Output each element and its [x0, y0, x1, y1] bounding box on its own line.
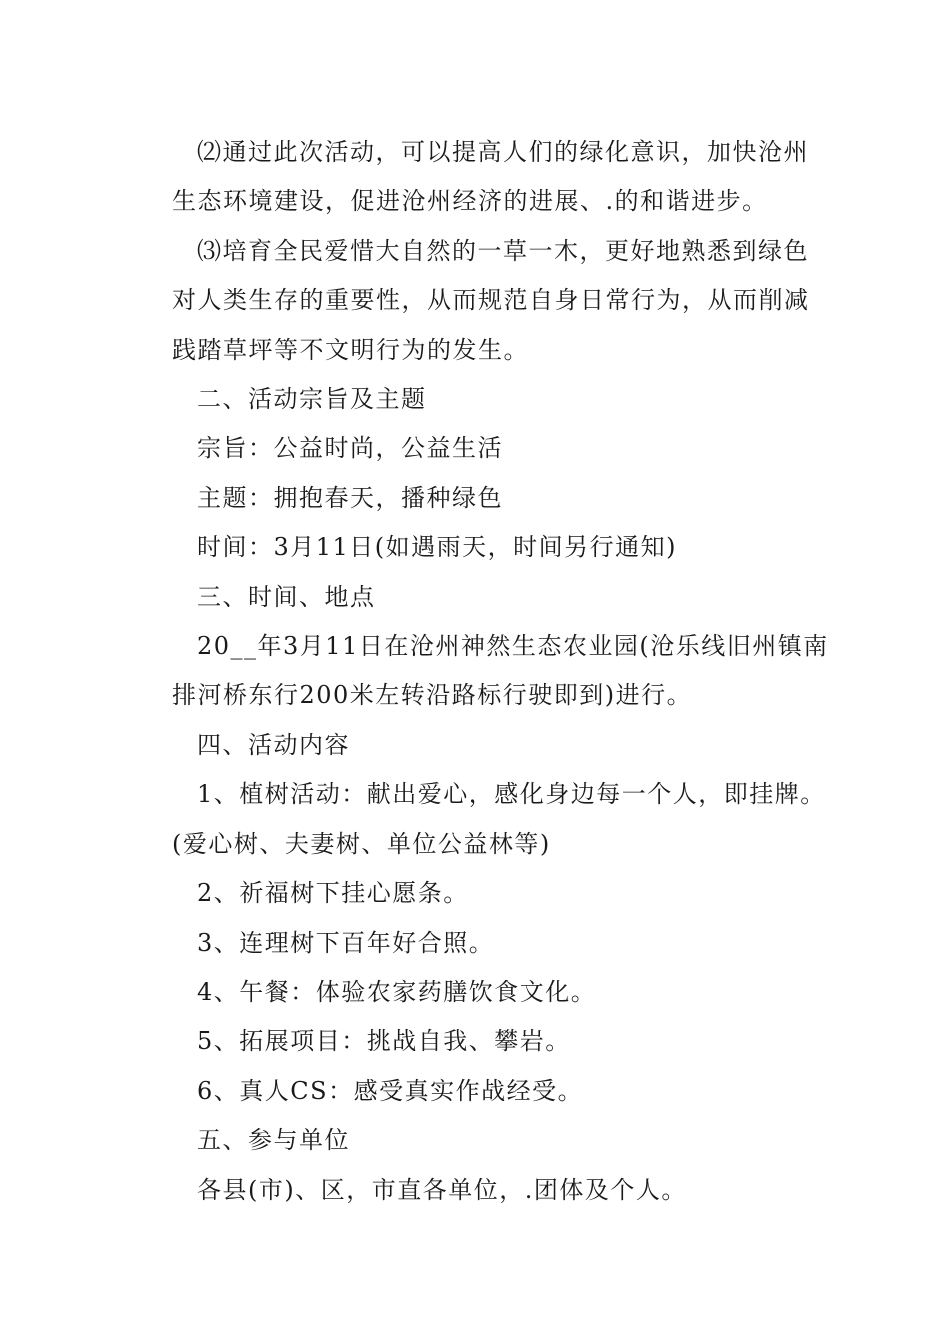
text-line: 生态环境建设，促进沧州经济的进展、.的和谐进步。	[172, 187, 768, 216]
heading-text: 三、时间、地点	[197, 582, 376, 611]
paragraph-purpose	[147, 424, 807, 473]
text-line: ⑵通过此次活动，可以提高人们的绿化意识，加快沧州	[197, 138, 809, 166]
text-line: 4、午餐：体验农家药膳饮食文化。	[197, 977, 597, 1006]
text-line: 20__年3月11日在沧州神然生态农业园(沧乐线旧州镇南	[197, 632, 829, 661]
list-item-3	[147, 919, 807, 968]
list-item-2	[147, 869, 807, 918]
text-line: 排河桥东行200米左转沿路标行驶即到)进行。	[172, 681, 693, 710]
text-line: 对人类生存的重要性，从而规范自身日常行为，从而削减	[172, 286, 810, 315]
heading-text: 四、活动内容	[197, 730, 350, 759]
text-line: 时间：3月11日(如遇雨天，时间另行通知)	[197, 533, 678, 562]
paragraph-location	[147, 622, 829, 721]
text-line: 主题：拥抱春天，播种绿色	[197, 483, 503, 512]
section-heading-3	[147, 573, 807, 622]
text-line: 3、连理树下百年好合照。	[197, 928, 495, 957]
paragraph-theme	[147, 474, 807, 523]
list-item-5	[147, 1017, 807, 1066]
list-item-1	[147, 770, 826, 869]
text-line: 5、拓展项目：挑战自我、攀岩。	[197, 1027, 571, 1056]
document-body	[147, 128, 829, 1215]
text-line: 各县(市)、区，市直各单位，.团体及个人。	[197, 1175, 687, 1204]
list-item-6	[147, 1067, 807, 1116]
paragraph-participants	[147, 1166, 807, 1215]
heading-text: 二、活动宗旨及主题	[197, 385, 427, 414]
heading-text: 五、参与单位	[197, 1126, 350, 1155]
text-line: 1、植树活动：献出爱心，感化身边每一个人，即挂牌。	[197, 780, 826, 809]
text-line: (爱心树、夫妻树、单位公益林等)	[172, 829, 551, 858]
text-line: ⑶培育全民爱惜大自然的一草一木，更好地熟悉到绿色	[197, 236, 809, 265]
list-item-4	[147, 968, 807, 1017]
text-line: 2、祈福树下挂心愿条。	[197, 879, 469, 908]
paragraph-objective-2	[147, 128, 807, 227]
paragraph-objective-3	[147, 227, 810, 375]
text-line: 宗旨：公益时尚，公益生活	[197, 434, 503, 463]
section-heading-2	[147, 375, 807, 424]
paragraph-time	[147, 523, 807, 572]
section-heading-4	[147, 721, 807, 770]
text-line: 6、真人CS：感受真实作战经受。	[197, 1076, 584, 1105]
section-heading-5	[147, 1116, 807, 1165]
text-line: 践踏草坪等不文明行为的发生。	[172, 335, 529, 364]
